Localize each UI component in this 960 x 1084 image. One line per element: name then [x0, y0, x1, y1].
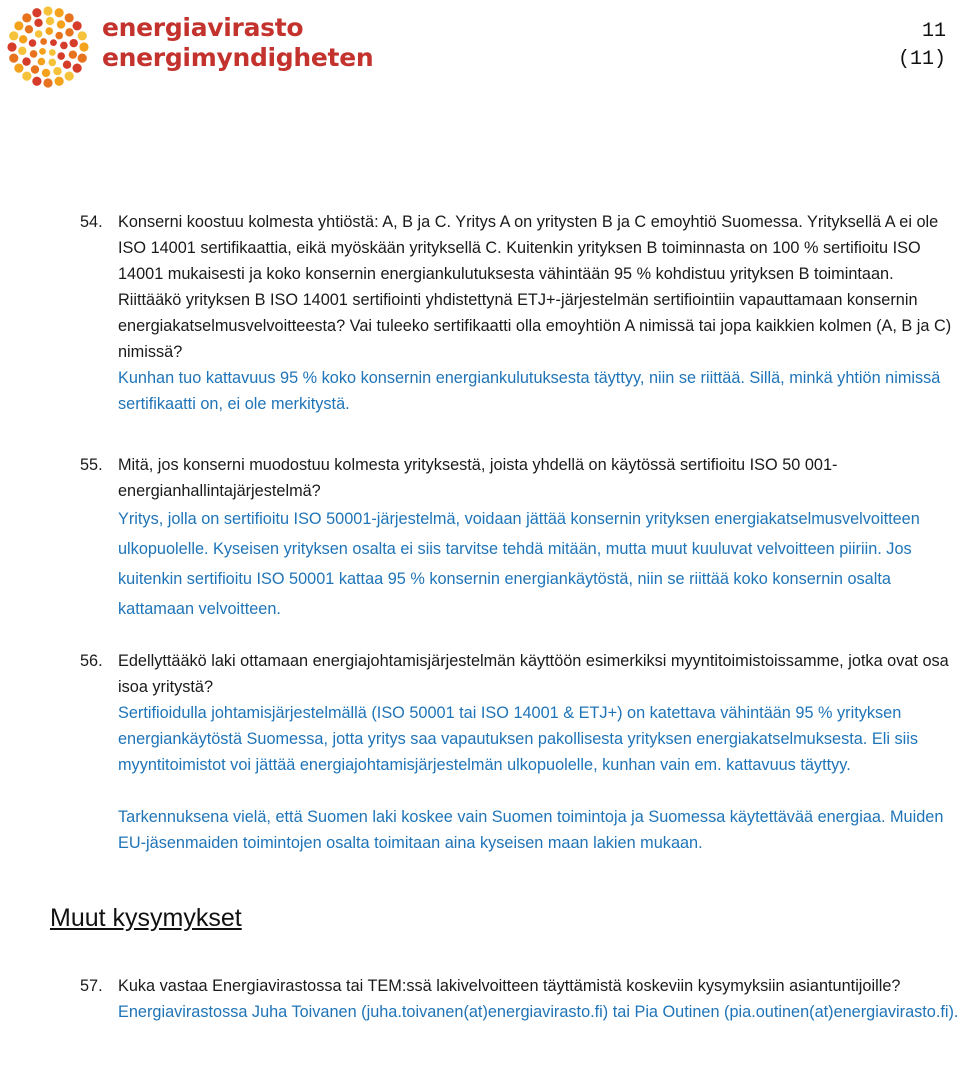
logo-dot [55, 32, 63, 40]
logo-line-finnish: energiavirasto [102, 13, 304, 42]
item-number: 54. [80, 213, 103, 231]
page-current: 11 [921, 20, 946, 43]
logo-dot [57, 20, 65, 28]
logo-dot [73, 64, 82, 73]
logo-dot [69, 50, 77, 58]
item-number: 57. [80, 977, 103, 995]
logo-dot [78, 31, 87, 40]
logo-dot [7, 42, 16, 51]
logo-dot [14, 64, 23, 73]
logo-dot [30, 50, 38, 58]
logo-dot [22, 72, 31, 81]
logo-dot [32, 77, 41, 86]
logo-dot [49, 59, 57, 67]
answer-text: Energiavirastossa Juha Toivanen (juha.toivanen(at)energiavirasto.fi) tai Pia Outinen (pia.outinen(at)energiavirasto.fi). [118, 1003, 959, 1021]
question-text: Mitä, jos konserni muodostuu kolmesta yrityksestä, joista yhdellä on käytössä sertifioitu ISO 50 001-energianhallintajärjestelmä? [118, 456, 838, 500]
logo-dot [65, 28, 73, 36]
answer-text: Yritys, jolla on sertifioitu ISO 50001-järjestelmä, voidaan jättää konsernin yrityksen energiakatselmusvelvoitteen ulkopuolelle. Kyseisen yrityksen osalta ei siis tarvitse tehdä mitään, mutta muut kuuluvat velvoitteen piiriin. Jos kuitenkin sertifioitu ISO 50001 kattaa 95 % konsernin energiankäytöstä, niin se riittää koko konsernin osalta kattamaan velvoitteen. [118, 510, 920, 618]
logo-dot [39, 48, 46, 55]
logo-dot [65, 72, 74, 81]
sun-burst-icon [6, 5, 90, 89]
logo-dot [60, 42, 68, 50]
logo-dot [65, 13, 74, 22]
logo-dot [53, 67, 61, 75]
logo-dot [43, 78, 52, 87]
logo-dot [40, 38, 47, 45]
logo-dot [22, 57, 30, 65]
logo-dot [34, 19, 42, 27]
logo-dot [9, 54, 18, 63]
logo-dot [22, 13, 31, 22]
logo-line-swedish: energimyndigheten [102, 43, 374, 72]
question-text: Edellyttääkö laki ottamaan energiajohtamisjärjestelmän käyttöön esimerkiksi myyntitoimistoissamme, jotka ovat osa isoa yritystä? [118, 652, 949, 696]
logo-dot [9, 31, 18, 40]
logo-dot [79, 42, 88, 51]
logo-dot [18, 47, 26, 55]
faq-item-55 [80, 452, 960, 624]
item-number: 55. [80, 456, 103, 474]
question-text: Konserni koostuu kolmesta yhtiöstä: A, B ja C. Yritys A on yritysten B ja C emoyhtiö Suomessa. Yrityksellä A ei ole ISO 14001 sertifikaattia, eikä myöskään yrityksellä C. Kuitenkin yrityksen B toiminnasta on 100 % sertifioitu ISO 14001 mukaisesti ja koko konsernin energiankulutuksesta vähintään 95 % kohdistuu yrityksen B toimintaan. Riittääkö yrityksen B ISO 14001 sertifiointi yhdistettynä ETJ+-järjestelmän sertifiointiin vapauttamaan konsernin energiakatselmusvelvoitteesta? Vai tuleeko sertifikaatti olla emoyhtiön A nimissä tai jopa kaikkien kolmen (A, B ja C) nimissä? [118, 213, 952, 361]
logo-dot [29, 39, 37, 47]
question-text: Kuka vastaa Energiavirastossa tai TEM:ssä lakivelvoitteen täyttämistä koskeviin kysymyksiin asiantuntijoille? [118, 977, 901, 995]
page-header [0, 0, 960, 90]
logo-dot [32, 8, 41, 17]
logo-dot [25, 25, 33, 33]
page-total: (11) [897, 48, 946, 71]
page-number [898, 18, 946, 74]
logo-dot [50, 39, 57, 46]
logo-dot [63, 61, 71, 69]
logo-dot [46, 17, 54, 25]
logo-dot [57, 52, 65, 60]
logo-dot [55, 8, 64, 17]
logo-dot [55, 77, 64, 86]
logo-dot [43, 6, 52, 15]
item-number: 56. [80, 652, 103, 670]
faq-item-54 [80, 209, 960, 417]
logo-dot [31, 65, 39, 73]
logo-dot [38, 58, 46, 66]
logo-dot [19, 35, 27, 43]
section-title: Muut kysymykset [50, 904, 242, 932]
answer-text: Sertifioidulla johtamisjärjestelmällä (ISO 50001 tai ISO 14001 & ETJ+) on katettava vähintään 95 % yrityksen energiankäytöstä Suomessa, jotta yritys saa vapautuksen pakollisesta yrityksen energiakatselmuksesta. Eli siis myyntitoimistot voi jättää energiajohtamisjärjestelmän ulkopuolelle, kunhan vain em. kattavuus täyttyy. [118, 704, 918, 774]
answer-clarification: Tarkennuksena vielä, että Suomen laki koskee vain Suomen toimintoja ja Suomessa käytettävää energiaa. Muiden EU-jäsenmaiden toimintojen osalta toimitaan aina kyseisen maan lakien mukaan. [118, 808, 944, 852]
logo-dot [35, 30, 43, 38]
faq-item-57 [80, 973, 960, 1025]
logo-dot [14, 21, 23, 30]
logo-dot [78, 54, 87, 63]
logo-dot [45, 27, 53, 35]
logo-wordmark [102, 13, 373, 73]
answer-text: Kunhan tuo kattavuus 95 % koko konsernin energiankulutuksesta täyttyy, niin se riittää. Sillä, minkä yhtiön nimissä sertifikaatti on, ei ole merkitystä. [118, 369, 941, 413]
logo-dot [49, 49, 56, 56]
logo-dot [42, 69, 50, 77]
logo-dot [70, 39, 78, 47]
faq-item-56 [80, 648, 960, 856]
logo-dot [73, 21, 82, 30]
